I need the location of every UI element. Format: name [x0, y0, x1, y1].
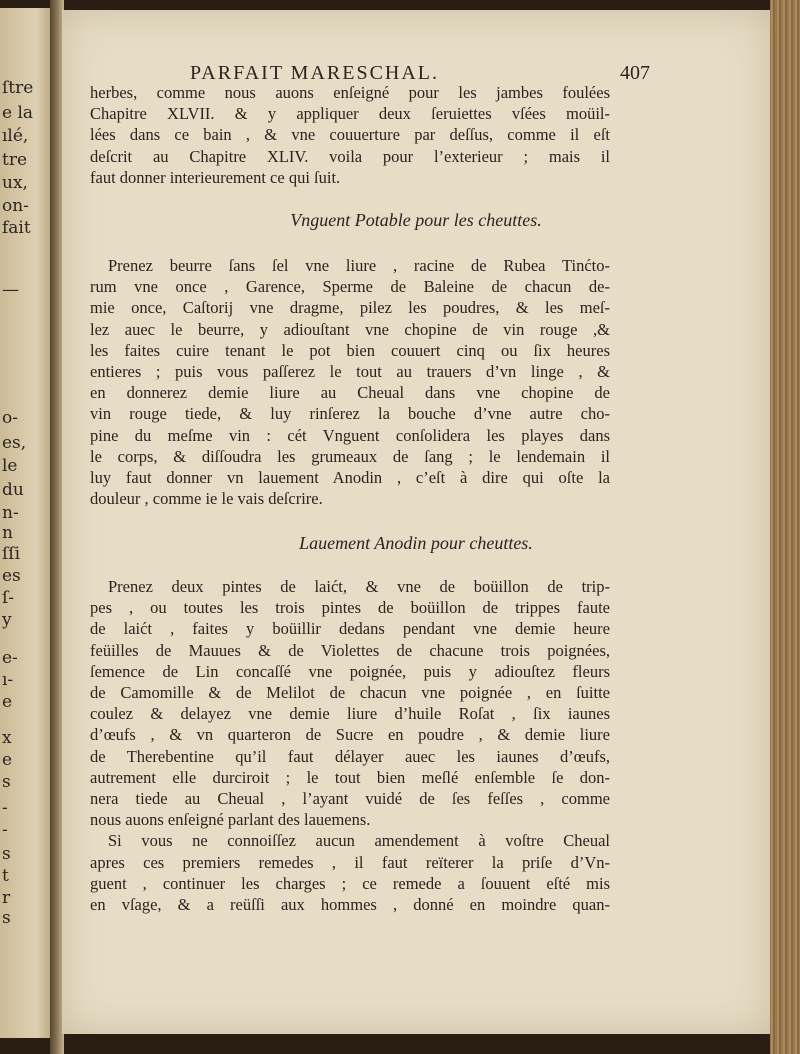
text-line: les faites cuire tenant le pot bien couuert cinq ou ſix heures — [90, 340, 610, 360]
left-page-text-fragment: es — [2, 566, 21, 586]
text-line: le corps, & diſſoudra les grumeaux de ſang ; le lendemain il — [90, 446, 610, 466]
left-page-text-fragment: du — [2, 480, 24, 500]
left-page-text-fragment: e- — [2, 648, 18, 668]
text-line: lées dans ce bain , & vne couuerture par deſſus, comme il eſt — [90, 125, 610, 145]
left-page-text-fragment: ı- — [2, 670, 14, 690]
text-line: rum vne once , Garence, Sperme de Baleine de chacun de- — [90, 277, 610, 297]
text-line: nera tiede au Cheual , l’ayant vuidé de ſes feſſes , comme — [90, 789, 610, 808]
text-line: de laićt , faites y boüillir dedans pendant vne demie heure — [90, 619, 610, 639]
left-page-text-fragment: y — [2, 610, 12, 630]
text-line: herbes, comme nous auons enſeigné pour les jambes foulées — [90, 83, 610, 102]
left-page-text-fragment: n- — [2, 503, 19, 523]
text-line: Chapitre XLVII. & y appliquer deux ſeruiettes vſées moüil- — [90, 104, 610, 124]
section-title: Lauement Anodin pour cheuttes. — [299, 533, 533, 553]
text-line: mie once, Caſtorij vne dragme, pilez les poudres, & les meſ- — [90, 298, 610, 318]
text-line: de Therebentine qu’il faut délayer auec les iaunes d’œufs, — [90, 746, 610, 766]
left-page-text-fragment: ſtre — [2, 78, 34, 98]
text-line: feüilles de Mauues & de Violettes de chacune trois poignées, — [90, 640, 610, 660]
right-page-stack — [770, 0, 800, 1054]
left-page-text-fragment: ux, — [2, 173, 28, 193]
text-line: douleur , comme ie le vais deſcrire. — [90, 489, 323, 509]
left-page-text-fragment: fait — [2, 218, 31, 238]
left-page-text-fragment: e — [2, 692, 13, 712]
left-page-text-fragment: tre — [2, 150, 28, 170]
text-line: d’œufs , & vn quarteron de Sucre en poudre , & demie liure — [90, 725, 610, 745]
left-page-text-fragment: e la — [2, 103, 34, 123]
left-page-text-fragment: t — [2, 866, 9, 886]
left-page-text-fragment: r — [2, 888, 11, 908]
left-page-text-fragment: - — [2, 820, 8, 840]
text-line: nous auons enſeigné parlant des lauemens. — [90, 810, 371, 830]
left-page-text-fragment: es, — [2, 433, 27, 453]
text-line: guent , continuer les charges ; ce remede a ſouuent eſté mis — [90, 873, 610, 893]
text-line: pes , ou toutes les trois pintes de boüillon de trippes faute — [90, 598, 610, 618]
text-line: ſemence de Lin concaſſé vne poignée, puis y adiouſtez fleurs — [90, 661, 610, 681]
text-line: luy faut donner vn lauement Anodin , c’eſt à dire qui oſte la — [90, 468, 610, 487]
left-page-text-fragment: ılé, — [2, 126, 29, 146]
text-line: entieres ; puis vous paſſerez le tout au trauers d’vn linge , & — [90, 362, 610, 381]
left-page-edge — [0, 8, 52, 1038]
left-page-text-fragment: n — [2, 523, 13, 543]
text-line: en donnerez demie liure au Cheual dans vne chopine de — [90, 383, 610, 403]
text-line: de Camomille & de Melilot de chacun vne poignée , en ſuitte — [90, 683, 610, 702]
text-line: Si vous ne connoiſſez aucun amendement à voſtre Cheual — [108, 831, 610, 851]
left-page-text-fragment: — — [2, 280, 19, 300]
page-number: 407 — [620, 62, 650, 84]
text-line: pine du meſme vin : cét Vnguent conſolidera les playes dans — [90, 425, 610, 445]
text-line: apres ces premiers remedes , il faut reïterer la priſe d’Vn- — [90, 852, 610, 872]
text-line: autrement elle durciroit ; le tout bien meſlé enſemble ſe don- — [90, 767, 610, 787]
text-line: en vſage, & a reüſſi aux hommes , donné en moindre quan- — [90, 895, 610, 914]
left-page-text-fragment: ſ- — [2, 588, 15, 608]
left-page-text-fragment: e — [2, 750, 13, 770]
running-head-title: PARFAIT MARESCHAL. — [190, 62, 440, 84]
text-line: coulez & delayez vne demie liure d’huile Roſat , ſix iaunes — [90, 704, 610, 724]
text-line: Prenez beurre ſans ſel vne liure , racine de Rubea Tinćto- — [108, 256, 610, 275]
left-page-text-fragment: le — [2, 456, 18, 476]
text-line: vin rouge tiede, & luy rinſerez la bouche d’vne autre cho- — [90, 404, 610, 424]
left-page-text-fragment: on- — [2, 196, 29, 216]
left-page-text-fragment: - — [2, 798, 8, 818]
text-line: faut donner interieurement ce qui ſuit. — [90, 167, 341, 187]
text-line: deſcrit au Chapitre XLIV. voila pour l’exterieur ; mais il — [90, 146, 610, 166]
left-page-text-fragment: s — [2, 844, 11, 864]
left-page-text-fragment: s — [2, 772, 11, 792]
book-page — [62, 10, 770, 1034]
left-page-text-fragment: ſſi — [2, 544, 21, 564]
text-line: Prenez deux pintes de laićt, & vne de boüillon de trip- — [108, 577, 610, 596]
text-line: lez auec le beurre, y adiouſtant vne chopine de vin rouge ,& — [90, 319, 610, 339]
section-title: Vnguent Potable pour les cheuttes. — [290, 210, 542, 230]
left-page-text-fragment: o- — [2, 408, 18, 428]
left-page-text-fragment: s — [2, 908, 11, 928]
left-page-text-fragment: x — [2, 728, 12, 748]
